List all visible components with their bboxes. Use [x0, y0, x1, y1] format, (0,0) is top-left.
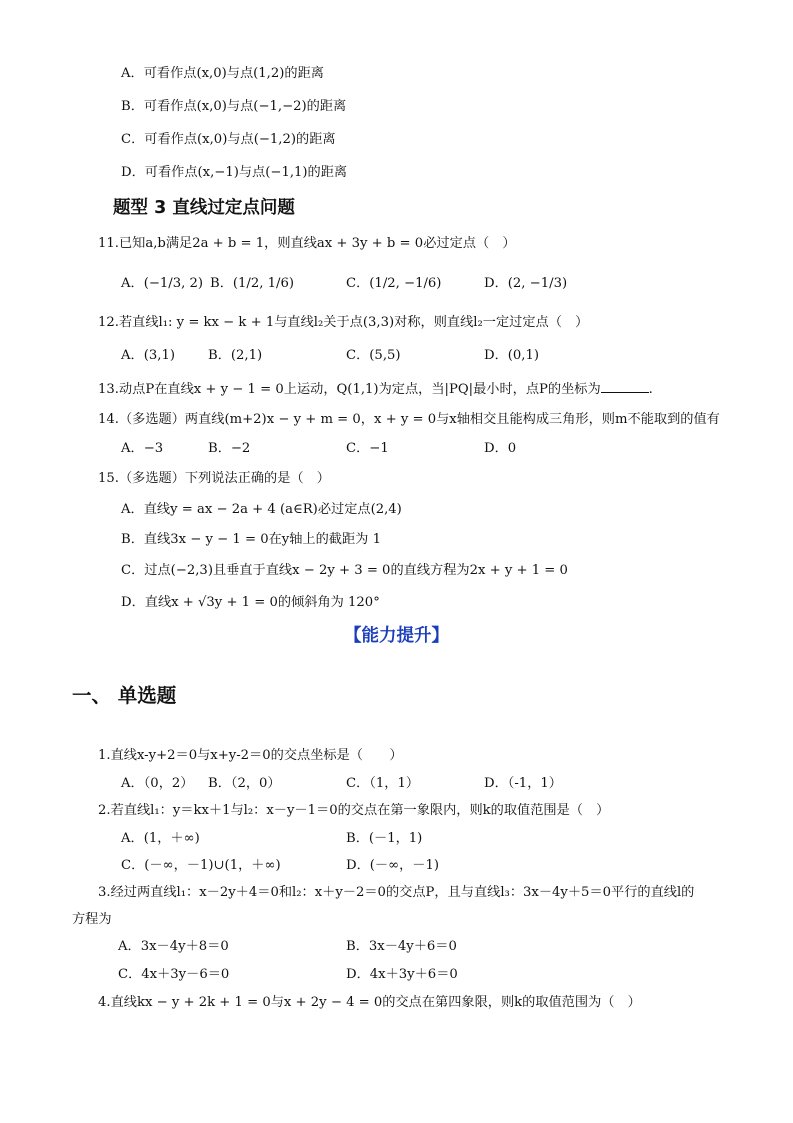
ability-caption: 【能力提升】 — [344, 626, 449, 646]
q14-option-d: D．0 — [484, 441, 517, 456]
s1-option-d: D．（-1，1） — [484, 776, 562, 791]
q12-option-c: C．(5,5) — [346, 348, 401, 363]
section-3-title: 题型 3 直线过定点问题 — [113, 198, 295, 218]
s2-option-a: A．(1，＋∞) — [121, 831, 200, 846]
single-choice-heading: 一、 单选题 — [72, 684, 177, 707]
q15-option-c: C．过点(−2,3)且垂直于直线x − 2y + 3 = 0的直线方程为2x + y + 1 = 0 — [121, 563, 568, 578]
q14-option-a: A．−3 — [121, 441, 164, 456]
q11-option-d: D．(2, −1/3) — [484, 276, 568, 291]
s3-stem-continued: 方程为 — [72, 912, 112, 927]
s3-option-a: A．3x－4y＋8＝0 — [118, 939, 229, 954]
s1-option-a: A．（0，2） — [121, 776, 194, 791]
q15-option-b: B．直线3x − y − 1 = 0在y轴上的截距为 1 — [121, 532, 381, 547]
q14-option-b: B．−2 — [208, 441, 251, 456]
q15-stem: 15.（多选题）下列说法正确的是（ ） — [98, 471, 330, 486]
s3-option-b: B．3x－4y＋6＝0 — [346, 939, 457, 954]
q11-option-a: A．(−1/3, 2) — [121, 276, 204, 291]
q12-option-a: A．(3,1) — [121, 348, 175, 363]
q13-stem — [98, 378, 653, 400]
s1-stem: 1.直线x-y+2＝0与x+y-2＝0的交点坐标是（ ） — [98, 748, 403, 763]
q13-stem-text: 13.动点P在直线x + y − 1 = 0上运动，Q(1,1)为定点，当|PQ|最小时，点P的坐标为 — [98, 382, 601, 397]
q14-stem: 14.（多选题）两直线(m+2)x − y + m = 0，x + y = 0与x轴相交且能构成三角形，则m不能取到的值有 — [98, 412, 720, 427]
q12-stem: 12.若直线l₁: y = kx − k + 1与直线l₂关于点(3,3)对称，则直线l₂一定过定点（ ） — [98, 315, 589, 330]
s2-stem: 2.若直线l₁：y＝kx＋1与l₂：x－y－1＝0的交点在第一象限内，则k的取值范围是（ ） — [98, 803, 610, 818]
q12-option-d: D．(0,1) — [484, 348, 540, 363]
prev-option-a: A．可看作点(x,0)与点(1,2)的距离 — [121, 66, 324, 81]
s2-option-d: D．(－∞，－1) — [346, 858, 439, 873]
s3-stem: 3.经过两直线l₁：x－2y＋4＝0和l₂：x＋y－2＝0的交点P，且与直线l₃：3x－4y＋5＝0平行的直线l的 — [98, 885, 695, 900]
prev-option-c: C．可看作点(x,0)与点(−1,2)的距离 — [121, 132, 336, 147]
s1-option-c: C．（1，1） — [346, 776, 420, 791]
prev-option-d: D．可看作点(x,−1)与点(−1,1)的距离 — [121, 165, 348, 180]
q11-option-b: B．(1/2, 1/6) — [210, 276, 294, 291]
q11-option-c: C．(1/2, −1/6) — [346, 276, 442, 291]
s2-option-c: C．(－∞，－1)∪(1，＋∞) — [121, 858, 281, 873]
q14-option-c: C．−1 — [346, 441, 389, 456]
s1-option-b: B．（2，0） — [208, 776, 281, 791]
q11-stem: 11.已知a,b满足2a + b = 1，则直线ax + 3y + b = 0必过定点（ ） — [98, 236, 516, 251]
answer-blank[interactable] — [601, 378, 649, 393]
q15-option-a: A．直线y = ax − 2a + 4 (a∈R)必过定点(2,4) — [121, 502, 402, 517]
s3-option-d: D．4x＋3y＋6＝0 — [346, 967, 458, 982]
s2-option-b: B．(－1，1) — [346, 831, 423, 846]
s3-option-c: C．4x＋3y－6＝0 — [118, 967, 230, 982]
s4-stem: 4.直线kx − y + 2k + 1 = 0与x + 2y − 4 = 0的交点在第四象限，则k的取值范围为（ ） — [98, 995, 641, 1010]
q12-option-b: B．(2,1) — [208, 348, 263, 363]
prev-option-b: B．可看作点(x,0)与点(−1,−2)的距离 — [121, 99, 347, 114]
q13-tail: . — [648, 382, 653, 397]
q15-option-d: D．直线x + √3y + 1 = 0的倾斜角为 120° — [121, 595, 380, 610]
